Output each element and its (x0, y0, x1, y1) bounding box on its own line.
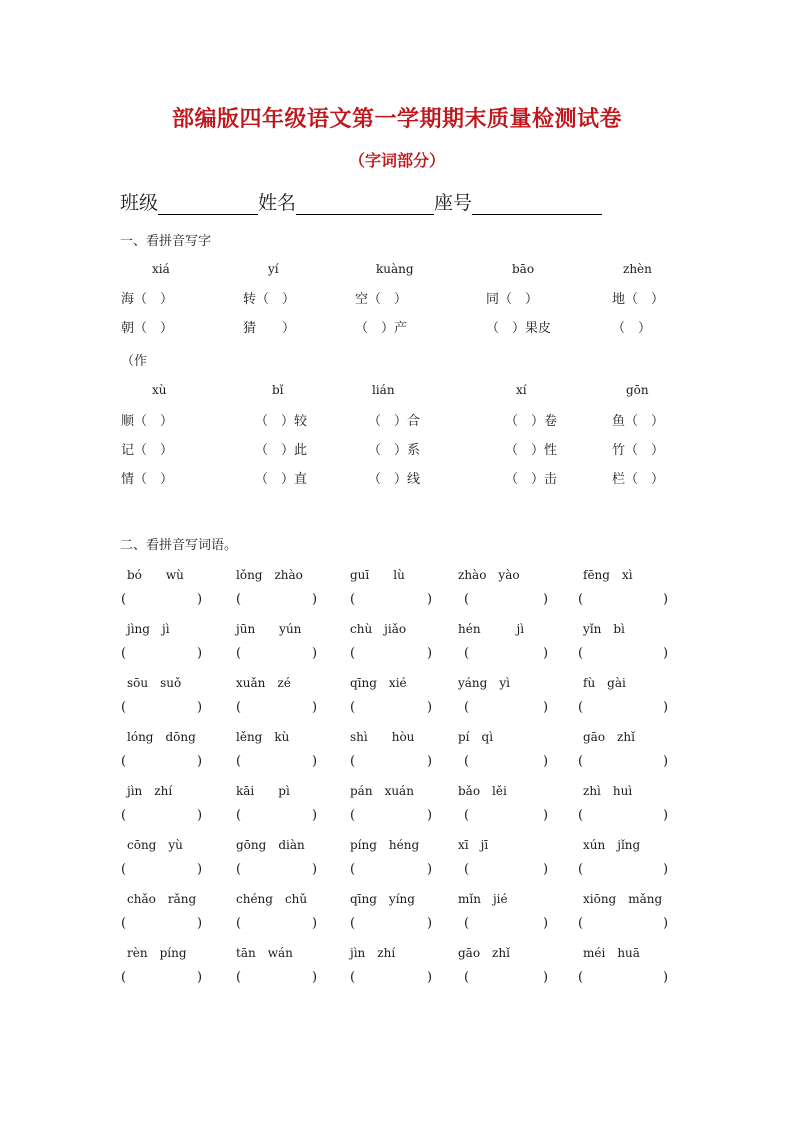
answer-paren-close: ) (312, 862, 318, 877)
word-pinyin: chǎo rǎng (127, 892, 197, 906)
word-pinyin: jūn yún (236, 622, 302, 636)
answer-paren-open[interactable]: ( (350, 808, 356, 823)
answer-paren-close: ) (663, 808, 669, 823)
pinyin-label: bǐ (272, 383, 284, 397)
char-blank-cell[interactable]: （ ）击 (505, 472, 558, 487)
answer-paren-close: ) (427, 808, 433, 823)
char-blank-cell[interactable]: （ ）较 (255, 414, 308, 429)
word-pinyin: yáng yì (458, 676, 510, 690)
answer-paren-open[interactable]: ( (464, 808, 470, 823)
char-blank-cell[interactable]: 竹（ ） (612, 443, 665, 458)
pinyin-label: xí (516, 383, 527, 397)
answer-paren-close: ) (663, 646, 669, 661)
answer-paren-open[interactable]: ( (121, 646, 127, 661)
word-pinyin: fēng xì (583, 568, 633, 582)
answer-paren-open[interactable]: ( (578, 754, 584, 769)
answer-paren-close: ) (197, 592, 203, 607)
answer-paren-close: ) (543, 916, 549, 931)
answer-paren-close: ) (197, 970, 203, 985)
char-blank-cell[interactable]: （ ）合 (368, 414, 421, 429)
word-pinyin: gāo zhǐ (583, 730, 635, 744)
word-pinyin: xiōng mǎng (583, 892, 663, 906)
word-pinyin: shì hòu (350, 730, 415, 744)
word-pinyin: xún jǐng (583, 838, 641, 852)
word-pinyin: kāi pì (236, 784, 290, 798)
char-blank-cell[interactable]: （ ）此 (255, 443, 308, 458)
answer-paren-close: ) (427, 700, 433, 715)
word-pinyin: rèn píng (127, 946, 187, 960)
char-blank-cell[interactable]: （作 (121, 354, 148, 369)
answer-paren-close: ) (663, 970, 669, 985)
word-pinyin: xuǎn zé (236, 676, 291, 690)
char-blank-cell[interactable]: （ ）线 (368, 472, 421, 487)
answer-paren-close: ) (543, 700, 549, 715)
word-pinyin: píng héng (350, 838, 420, 852)
answer-paren-open[interactable]: ( (464, 916, 470, 931)
answer-paren-close: ) (427, 862, 433, 877)
pinyin-label: xiá (152, 262, 170, 276)
char-blank-cell[interactable]: 空（ ） (355, 292, 408, 307)
class-label: 班级 (120, 192, 159, 214)
word-pinyin: sōu suǒ (127, 676, 182, 690)
section1-heading: 一、看拼音写字 (120, 234, 212, 249)
char-blank-cell[interactable]: 地（ ） (612, 292, 665, 307)
word-pinyin: tān wán (236, 946, 293, 960)
class-blank[interactable] (158, 194, 258, 215)
section2-heading: 二、看拼音写词语。 (120, 538, 238, 553)
char-blank-cell[interactable]: 顺（ ） (121, 414, 174, 429)
answer-paren-close: ) (663, 862, 669, 877)
answer-paren-close: ) (197, 862, 203, 877)
answer-paren-open[interactable]: ( (121, 970, 127, 985)
answer-paren-open[interactable]: ( (121, 754, 127, 769)
word-pinyin: fù gài (583, 676, 626, 690)
answer-paren-close: ) (663, 916, 669, 931)
answer-paren-open[interactable]: ( (236, 916, 242, 931)
char-blank-cell[interactable]: （ ）果皮 (486, 321, 552, 336)
char-blank-cell[interactable]: （ ）性 (505, 443, 558, 458)
page-subtitle: （字词部分） (348, 151, 445, 170)
answer-paren-close: ) (312, 916, 318, 931)
answer-paren-close: ) (312, 808, 318, 823)
answer-paren-open[interactable]: ( (236, 754, 242, 769)
answer-paren-close: ) (312, 592, 318, 607)
answer-paren-open[interactable]: ( (121, 592, 127, 607)
word-pinyin: hén jì (458, 622, 525, 636)
answer-paren-open[interactable]: ( (121, 916, 127, 931)
answer-paren-close: ) (312, 754, 318, 769)
word-pinyin: zhì huì (583, 784, 633, 798)
word-pinyin: chù jiǎo (350, 622, 407, 636)
word-pinyin: zhào yào (458, 568, 520, 582)
seat-label: 座号 (434, 192, 473, 214)
answer-paren-open[interactable]: ( (578, 916, 584, 931)
name-blank[interactable] (296, 194, 434, 215)
answer-paren-open[interactable]: ( (121, 862, 127, 877)
answer-paren-open[interactable]: ( (350, 700, 356, 715)
word-pinyin: mǐn jié (458, 892, 508, 906)
char-blank-cell[interactable]: （ ）卷 (505, 414, 558, 429)
answer-paren-close: ) (427, 754, 433, 769)
pinyin-label: gōn (626, 383, 649, 397)
answer-paren-open[interactable]: ( (121, 700, 127, 715)
answer-paren-open[interactable]: ( (350, 646, 356, 661)
word-pinyin: lěng kù (236, 730, 290, 744)
word-pinyin: bǎo lěi (458, 784, 507, 798)
char-blank-cell[interactable]: 鱼（ ） (612, 414, 665, 429)
answer-paren-open[interactable]: ( (578, 646, 584, 661)
answer-paren-open[interactable]: ( (578, 808, 584, 823)
char-blank-cell[interactable]: 栏（ ） (612, 472, 665, 487)
answer-paren-open[interactable]: ( (236, 700, 242, 715)
answer-paren-close: ) (543, 646, 549, 661)
char-blank-cell[interactable]: （ ）产 (355, 321, 408, 336)
char-blank-cell[interactable]: 记（ ） (121, 443, 174, 458)
word-pinyin: gōng diàn (236, 838, 305, 852)
answer-paren-open[interactable]: ( (236, 646, 242, 661)
pinyin-label: bāo (512, 262, 535, 276)
answer-paren-open[interactable]: ( (236, 592, 242, 607)
answer-paren-open[interactable]: ( (464, 754, 470, 769)
word-pinyin: guī lù (350, 568, 405, 582)
char-blank-cell[interactable]: 海（ ） (121, 292, 174, 307)
word-pinyin: chéng chǔ (236, 892, 308, 906)
char-blank-cell[interactable]: 同（ ） (486, 292, 539, 307)
answer-paren-close: ) (427, 646, 433, 661)
answer-paren-open[interactable]: ( (236, 862, 242, 877)
answer-paren-open[interactable]: ( (350, 754, 356, 769)
answer-paren-close: ) (427, 970, 433, 985)
pinyin-label: lián (372, 383, 395, 397)
word-pinyin: pán xuán (350, 784, 414, 798)
answer-paren-open[interactable]: ( (578, 700, 584, 715)
answer-paren-close: ) (663, 754, 669, 769)
word-pinyin: cōng yù (127, 838, 183, 852)
answer-paren-close: ) (197, 646, 203, 661)
word-pinyin: pí qì (458, 730, 494, 744)
pinyin-label: kuàng (376, 262, 414, 276)
answer-paren-open[interactable]: ( (464, 646, 470, 661)
answer-paren-close: ) (197, 700, 203, 715)
answer-paren-open[interactable]: ( (236, 808, 242, 823)
word-pinyin: xī jī (458, 838, 489, 852)
word-pinyin: méi huā (583, 946, 640, 960)
answer-paren-close: ) (663, 700, 669, 715)
answer-paren-open[interactable]: ( (464, 700, 470, 715)
char-blank-cell[interactable]: （ ） (612, 321, 652, 336)
char-blank-cell[interactable]: （ ）系 (368, 443, 421, 458)
answer-paren-close: ) (543, 754, 549, 769)
answer-paren-open[interactable]: ( (121, 808, 127, 823)
word-pinyin: lǒng zhào (236, 568, 303, 582)
answer-paren-close: ) (312, 646, 318, 661)
answer-paren-open[interactable]: ( (578, 592, 584, 607)
word-pinyin: jìng jì (127, 622, 170, 636)
answer-paren-open[interactable]: ( (578, 862, 584, 877)
answer-paren-close: ) (427, 592, 433, 607)
pinyin-label: zhèn (623, 262, 652, 276)
answer-paren-close: ) (197, 808, 203, 823)
answer-paren-close: ) (427, 916, 433, 931)
pinyin-label: xù (152, 383, 167, 397)
word-pinyin: qīng xié (350, 676, 407, 690)
seat-blank[interactable] (472, 194, 602, 215)
answer-paren-open[interactable]: ( (350, 970, 356, 985)
answer-paren-open[interactable]: ( (578, 970, 584, 985)
pinyin-label: yí (268, 262, 279, 276)
name-label: 姓名 (258, 192, 297, 214)
char-blank-cell[interactable]: 朝（ ） (121, 321, 174, 336)
answer-paren-open[interactable]: ( (464, 862, 470, 877)
word-pinyin: jìn zhí (350, 946, 396, 960)
answer-paren-close: ) (543, 808, 549, 823)
answer-paren-open[interactable]: ( (350, 592, 356, 607)
student-info-line (120, 188, 602, 215)
word-pinyin: qīng yíng (350, 892, 415, 906)
answer-paren-open[interactable]: ( (350, 862, 356, 877)
answer-paren-open[interactable]: ( (464, 592, 470, 607)
answer-paren-open[interactable]: ( (236, 970, 242, 985)
answer-paren-close: ) (197, 754, 203, 769)
answer-paren-close: ) (543, 970, 549, 985)
answer-paren-close: ) (543, 862, 549, 877)
answer-paren-open[interactable]: ( (464, 970, 470, 985)
char-blank-cell[interactable]: 猜 ） (243, 321, 296, 336)
char-blank-cell[interactable]: （ ）直 (255, 472, 308, 487)
page-title: 部编版四年级语文第一学期期末质量检测试卷 (171, 107, 622, 132)
word-pinyin: jìn zhí (127, 784, 173, 798)
char-blank-cell[interactable]: 情（ ） (121, 472, 174, 487)
word-pinyin: gāo zhǐ (458, 946, 510, 960)
word-pinyin: bó wù (127, 568, 184, 582)
word-pinyin: yǐn bì (583, 622, 625, 636)
answer-paren-close: ) (312, 700, 318, 715)
answer-paren-close: ) (312, 970, 318, 985)
char-blank-cell[interactable]: 转（ ） (243, 292, 296, 307)
answer-paren-close: ) (663, 592, 669, 607)
word-pinyin: lóng dōng (127, 730, 196, 744)
answer-paren-close: ) (197, 916, 203, 931)
answer-paren-open[interactable]: ( (350, 916, 356, 931)
answer-paren-close: ) (543, 592, 549, 607)
